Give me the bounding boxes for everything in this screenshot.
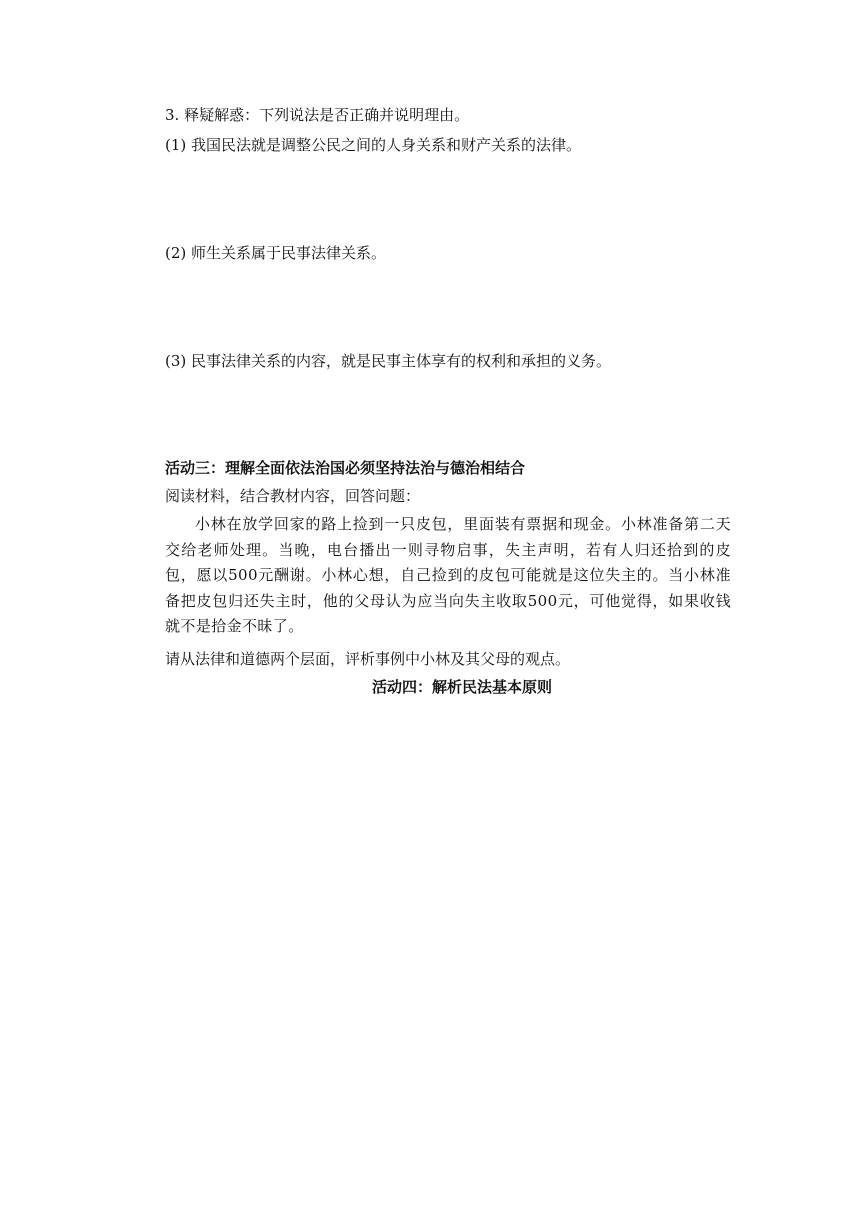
- question-item-2: (2) 师生关系属于民事法律关系。: [165, 244, 387, 262]
- activity3-material: 小林在放学回家的路上捡到一只皮包，里面装有票据和现金。小林准备第二天交给老师处理。当晚，电台播出一则寻物启事，失主声明，若有人归还拾到的皮包，愿以500元酬谢。小林心想，自己捡到的皮包可能就是这位失主的。当小林准备把皮包归还失主时，他的父母认为应当向失主收取500元，可他觉得，如果收钱就不是拾金不昧了。: [165, 515, 731, 635]
- section3-heading: 3. 释疑解惑：下列说法是否正确并说明理由。: [165, 106, 470, 124]
- activity3-instruction: 阅读材料，结合教材内容，回答问题：: [165, 487, 421, 505]
- activity3-title: 活动三：理解全面依法治国必须坚持法治与德治相结合: [165, 459, 526, 477]
- question-item-3: (3) 民事法律关系的内容，就是民事主体享有的权利和承担的义务。: [165, 352, 612, 370]
- activity4-title: 活动四：解析民法基本原则: [372, 678, 553, 696]
- activity3-question: 请从法律和道德两个层面，评析事例中小林及其父母的观点。: [165, 650, 571, 668]
- question-item-1: (1) 我国民法就是调整公民之间的人身关系和财产关系的法律。: [165, 136, 582, 154]
